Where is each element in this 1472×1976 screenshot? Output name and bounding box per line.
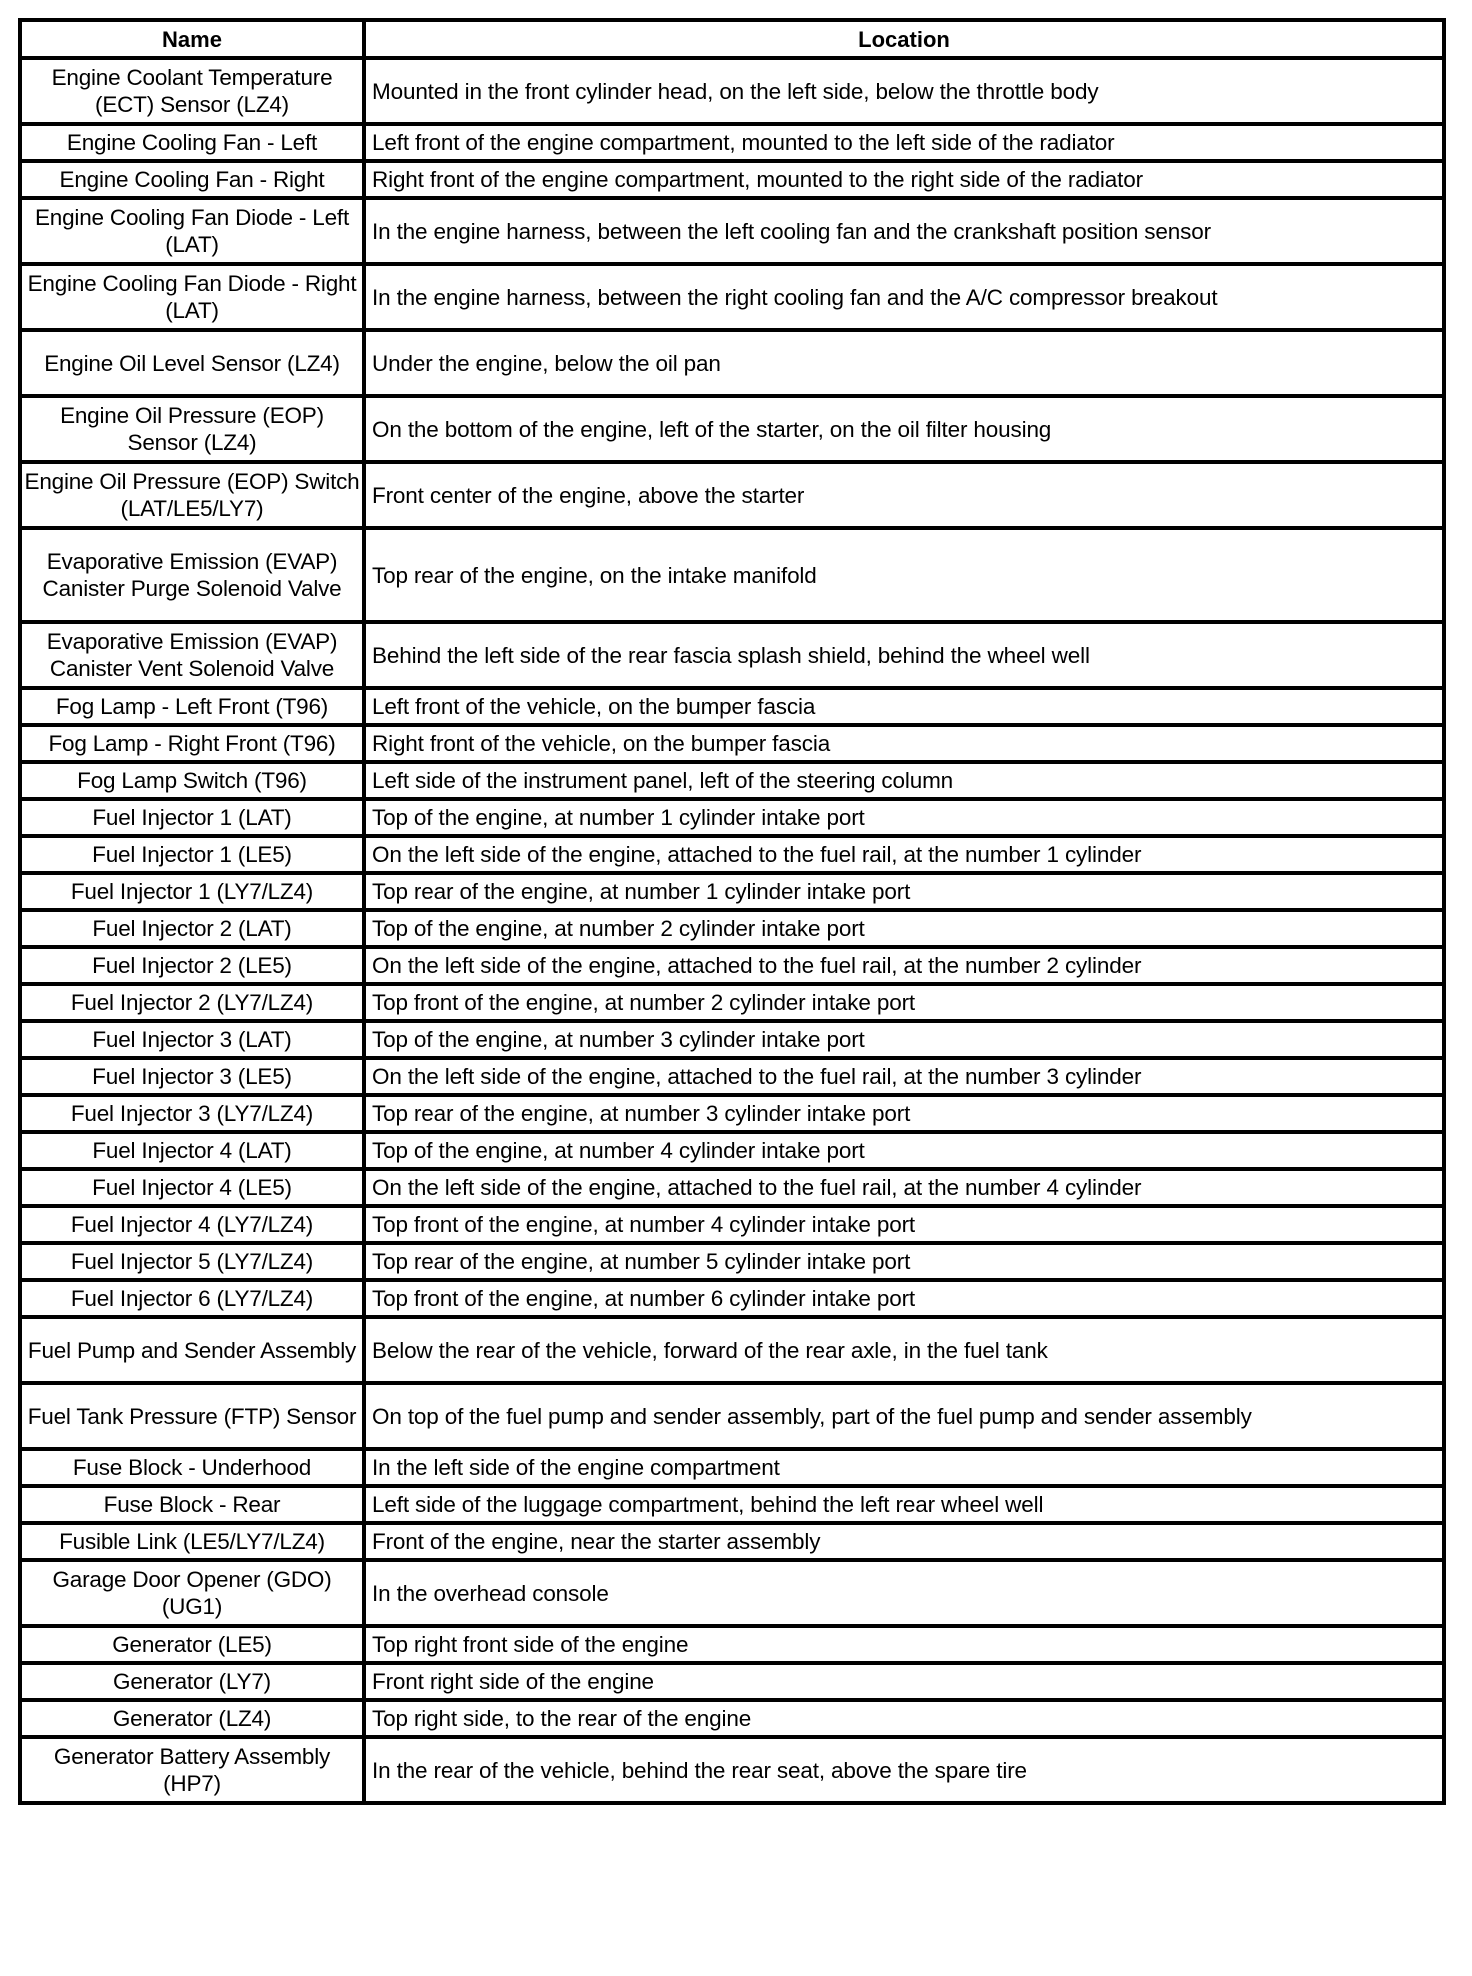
- component-location-cell: Top front of the engine, at number 4 cylinder intake port: [364, 1206, 1444, 1243]
- component-name-cell: Fog Lamp - Right Front (T96): [20, 725, 364, 762]
- component-location-cell: Right front of the engine compartment, mounted to the right side of the radiator: [364, 161, 1444, 198]
- table-row: [20, 799, 1444, 836]
- component-location-cell: Below the rear of the vehicle, forward of the rear axle, in the fuel tank: [364, 1317, 1444, 1383]
- table-row: [20, 1095, 1444, 1132]
- table-row: [20, 1626, 1444, 1663]
- table-row: [20, 396, 1444, 462]
- table-row: [20, 947, 1444, 984]
- table-row: [20, 161, 1444, 198]
- table-row: [20, 622, 1444, 688]
- table-row: [20, 1737, 1444, 1803]
- table-row: [20, 1523, 1444, 1560]
- component-name-cell: Evaporative Emission (EVAP) Canister Purge Solenoid Valve: [20, 528, 364, 622]
- table-row: [20, 462, 1444, 528]
- component-location-cell: Top right front side of the engine: [364, 1626, 1444, 1663]
- table-row: [20, 1206, 1444, 1243]
- table-row: [20, 58, 1444, 124]
- component-name-cell: Fuse Block - Rear: [20, 1486, 364, 1523]
- component-name-cell: Fuel Injector 3 (LAT): [20, 1021, 364, 1058]
- table-header: [20, 20, 1444, 58]
- component-location-cell: Behind the left side of the rear fascia splash shield, behind the wheel well: [364, 622, 1444, 688]
- component-location-cell: On the bottom of the engine, left of the starter, on the oil filter housing: [364, 396, 1444, 462]
- table-row: [20, 1280, 1444, 1317]
- component-location-cell: Left side of the luggage compartment, behind the left rear wheel well: [364, 1486, 1444, 1523]
- component-name-cell: Engine Cooling Fan - Left: [20, 124, 364, 161]
- component-location-cell: Left side of the instrument panel, left of the steering column: [364, 762, 1444, 799]
- table-row: [20, 688, 1444, 725]
- table-row: [20, 1486, 1444, 1523]
- table-row: [20, 264, 1444, 330]
- component-location-cell: On the left side of the engine, attached to the fuel rail, at the number 3 cylinder: [364, 1058, 1444, 1095]
- component-location-cell: Mounted in the front cylinder head, on the left side, below the throttle body: [364, 58, 1444, 124]
- component-name-cell: Fuel Injector 4 (LE5): [20, 1169, 364, 1206]
- table-row: [20, 725, 1444, 762]
- table-row: [20, 330, 1444, 396]
- table-row: [20, 1449, 1444, 1486]
- component-location-cell: Under the engine, below the oil pan: [364, 330, 1444, 396]
- component-name-cell: Fuel Injector 2 (LY7/LZ4): [20, 984, 364, 1021]
- table-row: [20, 1317, 1444, 1383]
- table-row: [20, 124, 1444, 161]
- component-name-cell: Fuel Injector 6 (LY7/LZ4): [20, 1280, 364, 1317]
- component-name-cell: Engine Cooling Fan Diode - Right (LAT): [20, 264, 364, 330]
- component-name-cell: Generator Battery Assembly (HP7): [20, 1737, 364, 1803]
- component-location-cell: Top rear of the engine, on the intake manifold: [364, 528, 1444, 622]
- component-name-cell: Fog Lamp Switch (T96): [20, 762, 364, 799]
- table-row: [20, 1700, 1444, 1737]
- column-header-name: Name: [20, 20, 364, 58]
- component-location-cell: Top front of the engine, at number 6 cylinder intake port: [364, 1280, 1444, 1317]
- table-row: [20, 198, 1444, 264]
- component-location-cell: Top rear of the engine, at number 5 cylinder intake port: [364, 1243, 1444, 1280]
- component-name-cell: Fog Lamp - Left Front (T96): [20, 688, 364, 725]
- table-row: [20, 1663, 1444, 1700]
- header-row: [20, 20, 1444, 58]
- component-name-cell: Fuel Injector 3 (LY7/LZ4): [20, 1095, 364, 1132]
- table-row: [20, 1058, 1444, 1095]
- component-name-cell: Generator (LY7): [20, 1663, 364, 1700]
- table-row: [20, 1560, 1444, 1626]
- component-name-cell: Generator (LZ4): [20, 1700, 364, 1737]
- component-location-cell: On the left side of the engine, attached to the fuel rail, at the number 1 cylinder: [364, 836, 1444, 873]
- component-name-cell: Fuel Injector 2 (LAT): [20, 910, 364, 947]
- component-location-cell: Top of the engine, at number 1 cylinder intake port: [364, 799, 1444, 836]
- table-row: [20, 873, 1444, 910]
- table-row: [20, 1243, 1444, 1280]
- component-name-cell: Engine Oil Level Sensor (LZ4): [20, 330, 364, 396]
- component-location-cell: On the left side of the engine, attached to the fuel rail, at the number 4 cylinder: [364, 1169, 1444, 1206]
- component-location-cell: In the engine harness, between the left cooling fan and the crankshaft position sensor: [364, 198, 1444, 264]
- component-location-cell: Top of the engine, at number 3 cylinder intake port: [364, 1021, 1444, 1058]
- component-name-cell: Engine Cooling Fan - Right: [20, 161, 364, 198]
- table-row: [20, 1132, 1444, 1169]
- column-header-location: Location: [364, 20, 1444, 58]
- component-location-cell: Front right side of the engine: [364, 1663, 1444, 1700]
- component-name-cell: Fuse Block - Underhood: [20, 1449, 364, 1486]
- component-location-cell: Top right side, to the rear of the engine: [364, 1700, 1444, 1737]
- component-location-cell: Top of the engine, at number 4 cylinder intake port: [364, 1132, 1444, 1169]
- component-name-cell: Engine Oil Pressure (EOP) Sensor (LZ4): [20, 396, 364, 462]
- component-name-cell: Engine Cooling Fan Diode - Left (LAT): [20, 198, 364, 264]
- table-row: [20, 836, 1444, 873]
- table-row: [20, 984, 1444, 1021]
- table-row: [20, 1021, 1444, 1058]
- table-row: [20, 1383, 1444, 1449]
- component-name-cell: Fuel Injector 4 (LY7/LZ4): [20, 1206, 364, 1243]
- component-location-cell: Top of the engine, at number 2 cylinder intake port: [364, 910, 1444, 947]
- component-location-cell: In the left side of the engine compartment: [364, 1449, 1444, 1486]
- component-location-cell: Top front of the engine, at number 2 cylinder intake port: [364, 984, 1444, 1021]
- table-row: [20, 528, 1444, 622]
- component-location-cell: In the rear of the vehicle, behind the rear seat, above the spare tire: [364, 1737, 1444, 1803]
- component-name-cell: Fuel Injector 1 (LAT): [20, 799, 364, 836]
- component-location-cell: Front center of the engine, above the starter: [364, 462, 1444, 528]
- component-name-cell: Fuel Injector 2 (LE5): [20, 947, 364, 984]
- component-name-cell: Evaporative Emission (EVAP) Canister Vent Solenoid Valve: [20, 622, 364, 688]
- component-name-cell: Fuel Injector 5 (LY7/LZ4): [20, 1243, 364, 1280]
- component-name-cell: Fuel Injector 3 (LE5): [20, 1058, 364, 1095]
- component-location-cell: On top of the fuel pump and sender assembly, part of the fuel pump and sender assembly: [364, 1383, 1444, 1449]
- table-row: [20, 1169, 1444, 1206]
- component-name-cell: Fuel Injector 4 (LAT): [20, 1132, 364, 1169]
- component-location-cell: Top rear of the engine, at number 3 cylinder intake port: [364, 1095, 1444, 1132]
- table-body: [20, 58, 1444, 1803]
- component-location-cell: Front of the engine, near the starter assembly: [364, 1523, 1444, 1560]
- component-location-cell: On the left side of the engine, attached to the fuel rail, at the number 2 cylinder: [364, 947, 1444, 984]
- component-location-cell: Top rear of the engine, at number 1 cylinder intake port: [364, 873, 1444, 910]
- component-name-cell: Engine Coolant Temperature (ECT) Sensor (LZ4): [20, 58, 364, 124]
- component-location-cell: Left front of the engine compartment, mounted to the left side of the radiator: [364, 124, 1444, 161]
- component-location-cell: Left front of the vehicle, on the bumper fascia: [364, 688, 1444, 725]
- component-location-cell: Right front of the vehicle, on the bumper fascia: [364, 725, 1444, 762]
- component-name-cell: Engine Oil Pressure (EOP) Switch (LAT/LE5/LY7): [20, 462, 364, 528]
- component-name-cell: Fuel Injector 1 (LE5): [20, 836, 364, 873]
- component-name-cell: Fuel Tank Pressure (FTP) Sensor: [20, 1383, 364, 1449]
- component-name-cell: Fuel Injector 1 (LY7/LZ4): [20, 873, 364, 910]
- table-row: [20, 762, 1444, 799]
- component-location-cell: In the overhead console: [364, 1560, 1444, 1626]
- table-row: [20, 910, 1444, 947]
- component-location-cell: In the engine harness, between the right cooling fan and the A/C compressor breakout: [364, 264, 1444, 330]
- component-name-cell: Generator (LE5): [20, 1626, 364, 1663]
- component-location-table: [18, 18, 1446, 1805]
- component-name-cell: Fusible Link (LE5/LY7/LZ4): [20, 1523, 364, 1560]
- component-name-cell: Garage Door Opener (GDO) (UG1): [20, 1560, 364, 1626]
- component-name-cell: Fuel Pump and Sender Assembly: [20, 1317, 364, 1383]
